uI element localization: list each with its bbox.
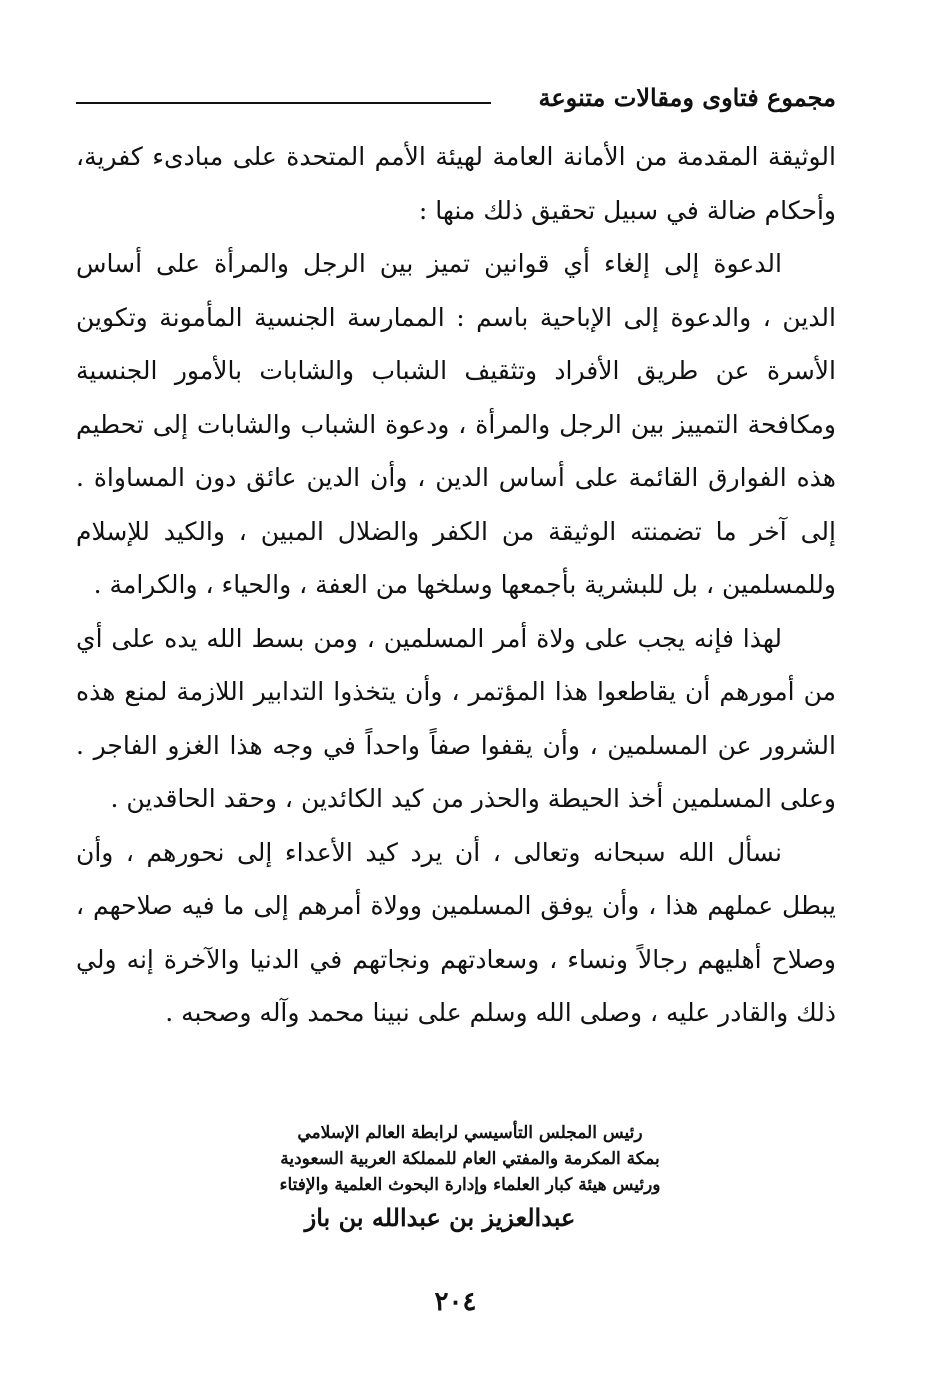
signature-block — [240, 1120, 700, 1236]
signature-title-line-3: ورئيس هيئة كبار العلماء وإدارة البحوث العلمية والإفتاء — [279, 1175, 661, 1195]
signature-title-line-1: رئيس المجلس التأسيسي لرابطة العالم الإسلامي — [297, 1123, 643, 1143]
paragraph-supplication: نسأل الله سبحانه وتعالى ، أن يرد كيد الأعداء إلى نحورهم ، وأن يبطل عملهم هذا ، وأن يوفق المسلمين وولاة أمرهم إلى ما فيه صلاحهم ، وصلاح أهليهم رجالاً ونساء ، وسعادتهم ونجاتهم في الدنيا والآخرة إنه ولي ذلك والقادر عليه ، وصلى الله وسلم على نبينا محمد وآله وصحبه . — [76, 837, 836, 1027]
book-title: مجموع فتاوى ومقالات متنوعة — [538, 83, 836, 112]
running-header — [76, 78, 836, 118]
signature-title-line-2: بمكة المكرمة والمفتي العام للمملكة العربية السعودية — [280, 1149, 660, 1169]
page-number: ٢٠٤ — [434, 1287, 477, 1317]
body-text — [76, 130, 836, 1040]
paragraph-intro: الوثيقة المقدمة من الأمانة العامة لهيئة الأمم المتحدة على مبادىء كفرية، وأحكام ضالة في سبيل تحقيق ذلك منها : — [76, 142, 836, 225]
header-rule — [76, 102, 491, 104]
paragraph-obligation: لهذا فإنه يجب على ولاة أمر المسلمين ، ومن بسط الله يده على أي من أمورهم أن يقاطعوا هذا المؤتمر ، وأن يتخذوا التدابير اللازمة لمنع هذه الشرور عن المسلمين ، وأن يقفوا صفاً واحداً في وجه هذا الغزو الفاجر . وعلى المسلمين أخذ الحيطة والحذر من كيد الكائدين ، وحقد الحاقدين . — [76, 623, 836, 813]
paragraph-document-contents: الدعوة إلى إلغاء أي قوانين تميز بين الرجل والمرأة على أساس الدين ، والدعوة إلى الإباحية باسم : الممارسة الجنسية المأمونة وتكوين الأسرة عن طريق الأفراد وتثقيف الشباب والشابات بالأمور الجنسية ومكافحة التمييز بين الرجل والمرأة ، ودعوة الشباب والشابات إلى تحطيم هذه الفوارق القائمة على أساس الدين ، وأن الدين عائق دون المساواة . إلى آخر ما تضمنته الوثيقة من الكفر والضلال المبين ، والكيد للإسلام وللمسلمين ، بل للبشرية بأجمعها وسلخها من العفة ، والحياء ، والكرامة . — [76, 249, 836, 599]
signatory-name: عبدالعزيز بن عبدالله بن باز — [304, 1203, 576, 1232]
